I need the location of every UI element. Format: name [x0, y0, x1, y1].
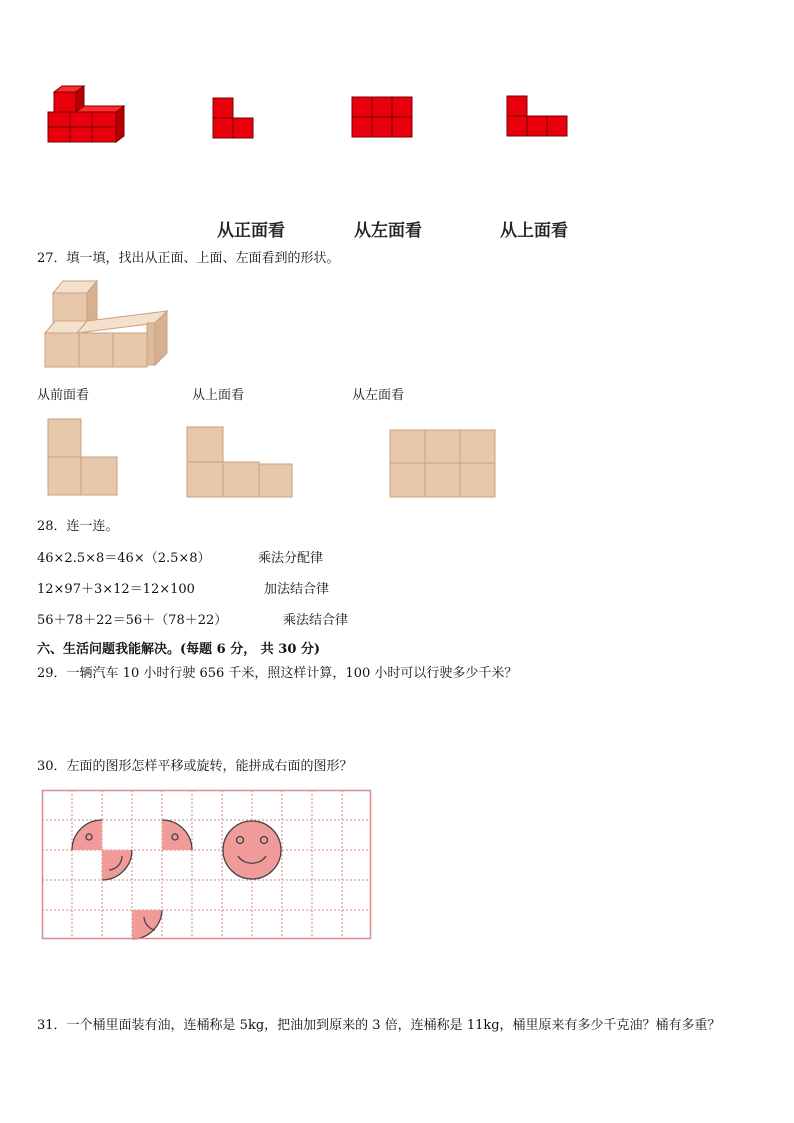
law-row-1: 乘法分配律 — [258, 551, 324, 566]
question-27: 27．填一填，找出从正面、上面、左面看到的形状。 — [37, 251, 340, 266]
tan-front-view — [47, 418, 119, 496]
tan-cube-solid — [43, 279, 169, 369]
question-31: 31．一个桶里面装有油，连桶称是 5kg，把油加到原来的 3 倍，连桶称是 11kg，桶里原来有多少千克油？桶有多重？ — [37, 1018, 721, 1033]
red-top-view — [506, 95, 568, 137]
label-view-left: 从左面看 — [352, 388, 405, 403]
question-30: 30．左面的图形怎样平移或旋转，能拼成右面的图形？ — [37, 759, 353, 774]
label-left-view: 从左面看 — [354, 221, 422, 241]
label-view-top: 从上面看 — [192, 388, 245, 403]
expr-row-1: 46×2.5×8＝46×（2.5×8） — [37, 551, 211, 566]
red-front-view — [212, 97, 254, 139]
red-cube-solid — [44, 84, 128, 146]
section-6-heading: 六、生活问题我能解决。(每题 6 分， 共 30 分) — [37, 642, 321, 657]
question-28: 28．连一连。 — [37, 519, 119, 534]
expr-row-3: 56＋78＋22＝56＋（78＋22） — [37, 613, 228, 628]
expr-row-2: 12×97＋3×12＝12×100 — [37, 582, 195, 597]
question-29: 29．一辆汽车 10 小时行驶 656 千米，照这样计算，100 小时可以行驶多少千米？ — [37, 666, 518, 681]
red-left-view — [351, 96, 413, 138]
label-front-view: 从正面看 — [217, 221, 285, 241]
tan-left-view — [389, 429, 497, 499]
translation-grid — [42, 790, 372, 940]
label-top-view: 从上面看 — [500, 221, 568, 241]
law-row-3: 乘法结合律 — [283, 613, 349, 628]
tan-top-view — [186, 426, 294, 498]
law-row-2: 加法结合律 — [264, 582, 330, 597]
label-view-front: 从前面看 — [37, 388, 90, 403]
